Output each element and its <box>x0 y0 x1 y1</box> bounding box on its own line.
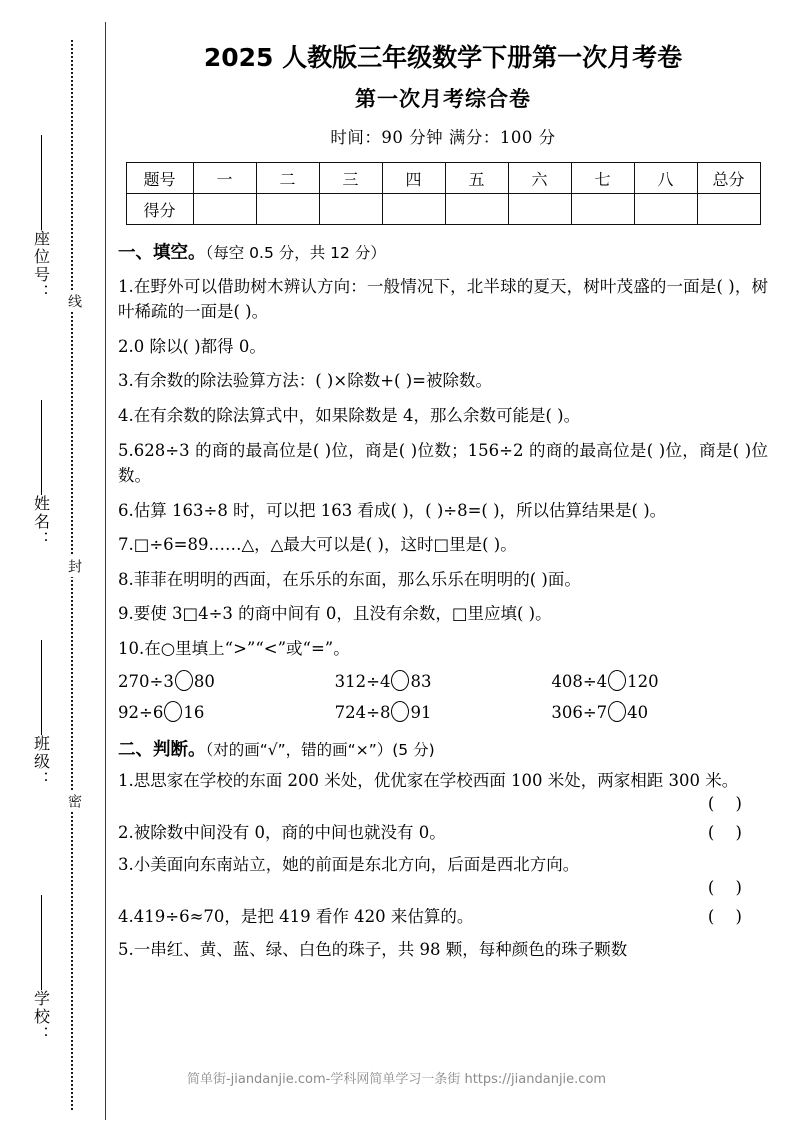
field-school[interactable] <box>26 895 56 1044</box>
page-subtitle: 第一次月考综合卷 <box>355 86 531 111</box>
cmp-right: 40 <box>627 702 649 722</box>
comparison-item-1[interactable] <box>118 670 335 691</box>
field-seat-number[interactable] <box>26 135 56 302</box>
cmp-right: 83 <box>410 671 432 691</box>
q-text: 菲菲在明明的西面，在乐乐的东面，那么乐乐在明明的( )面。 <box>133 569 581 589</box>
q-num: 2. <box>118 822 134 842</box>
score-col-4: 四 <box>382 163 445 194</box>
comparison-circle-icon[interactable] <box>164 701 182 722</box>
table-row-header <box>126 163 760 194</box>
q-num: 9. <box>118 604 134 624</box>
class-label: 班级： <box>31 735 51 789</box>
cmp-left: 270÷3 <box>118 671 174 691</box>
q-text: 被除数中间没有 0，商的中间也就没有 0。 <box>133 822 446 842</box>
score-cell-7[interactable] <box>571 194 634 225</box>
page-title: 2025 人教版三年级数学下册第一次月考卷 <box>203 43 683 72</box>
comparison-item-3[interactable] <box>551 670 768 691</box>
score-cell-4[interactable] <box>382 194 445 225</box>
score-col-8: 八 <box>634 163 697 194</box>
q-num: 10. <box>118 638 145 658</box>
q-num: 6. <box>118 500 134 520</box>
q-num: 1. <box>118 771 134 791</box>
seal-char-seal: 封 <box>62 555 84 577</box>
section-heading-true-false <box>118 739 768 762</box>
q-text: 在有余数的除法算式中，如果除数是 4，那么余数可能是( )。 <box>133 406 581 425</box>
question-1-1 <box>118 274 768 325</box>
score-cell-2[interactable] <box>256 194 319 225</box>
student-name-rule <box>41 400 42 495</box>
comparison-item-5[interactable] <box>335 701 552 722</box>
seal-char-line: 线 <box>62 290 84 312</box>
score-cell-8[interactable] <box>634 194 697 225</box>
comparison-circle-icon[interactable] <box>391 670 409 691</box>
question-1-5 <box>118 438 768 489</box>
comparison-item-6[interactable] <box>551 701 768 722</box>
comparison-circle-icon[interactable] <box>175 670 193 691</box>
section-heading-fill-in-blank <box>118 242 768 265</box>
cmp-left: 306÷7 <box>551 702 608 722</box>
cmp-left: 92÷6 <box>118 702 164 722</box>
question-1-9 <box>118 601 768 627</box>
section-1-title: 一、填空。 <box>118 243 206 263</box>
question-2-5 <box>118 937 768 963</box>
q-text: 419÷6≈70，是把 419 看作 420 来估算的。 <box>133 906 474 926</box>
q-num: 5. <box>118 440 134 460</box>
student-name-label: 姓名： <box>31 495 51 549</box>
school-rule <box>41 895 42 990</box>
q-num: 2. <box>118 336 134 356</box>
score-col-3: 三 <box>319 163 382 194</box>
cmp-right: 80 <box>193 671 215 691</box>
answer-paren-2-2[interactable]: ( ) <box>707 822 750 842</box>
score-table <box>126 162 761 225</box>
section-2-note: （对的画“√”，错的画“×”）(5 分) <box>205 740 435 759</box>
sealing-margin <box>0 0 106 1122</box>
table-row-scores <box>126 194 760 225</box>
cmp-right: 91 <box>410 702 432 722</box>
score-cell-1[interactable] <box>193 194 256 225</box>
comparison-circle-icon[interactable] <box>608 670 626 691</box>
seat-number-label: 座位号： <box>31 230 51 302</box>
q-num: 4. <box>118 906 134 926</box>
cmp-right: 16 <box>183 702 205 722</box>
question-1-4 <box>118 403 768 429</box>
comparison-exercise-grid <box>118 670 768 722</box>
answer-paren-2-4[interactable]: ( ) <box>707 906 750 926</box>
question-2-1 <box>118 768 768 794</box>
score-cell-total[interactable] <box>697 194 760 225</box>
seat-number-rule <box>41 135 42 230</box>
q-num: 3. <box>118 371 134 391</box>
score-col-5: 五 <box>445 163 508 194</box>
exam-meta-info: 时间：90 分钟 满分：100 分 <box>330 128 556 147</box>
q-text: 要使 3□4÷3 的商中间有 0，且没有余数，□里应填( )。 <box>133 604 552 624</box>
q-text: 628÷3 的商的最高位是( )位，商是( )位数；156÷2 的商的最高位是( )位，商是( )位数。 <box>118 440 768 486</box>
question-1-6 <box>118 498 768 524</box>
comparison-circle-icon[interactable] <box>391 701 409 722</box>
q-text: 小美面向东南站立，她的前面是东北方向，后面是西北方向。 <box>133 855 580 875</box>
seal-char-secret: 密 <box>62 790 84 812</box>
q-text: 0 除以( )都得 0。 <box>133 336 266 356</box>
comparison-circle-icon[interactable] <box>608 701 626 722</box>
score-col-2: 二 <box>256 163 319 194</box>
q-num: 1. <box>118 276 134 296</box>
q-num: 7. <box>118 535 134 555</box>
answer-paren-2-1[interactable]: ( ) <box>707 793 750 813</box>
margin-solid-divider <box>105 22 106 1120</box>
score-table-row-label-1: 得分 <box>126 194 193 225</box>
exam-paper-body <box>118 0 768 1122</box>
score-col-1: 一 <box>193 163 256 194</box>
q-text: 在○里填上“>”“<”或“=”。 <box>144 638 350 658</box>
footer-watermark: 简单街-jiandanjie.com-学科网简单学习一条街 https://jiandanjie.com <box>186 1072 607 1087</box>
score-table-row-label-0: 题号 <box>126 163 193 194</box>
q-text: 有余数的除法验算方法：( )×除数+( )=被除数。 <box>133 371 492 391</box>
school-label: 学校： <box>31 990 51 1044</box>
q-num: 8. <box>118 569 134 589</box>
cmp-left: 724÷8 <box>334 702 391 722</box>
q-text: 在野外可以借助树木辨认方向：一般情况下，北半球的夏天，树叶茂盛的一面是( )，树叶稀疏的一面是( )。 <box>118 276 768 322</box>
section-1-note: （每空 0.5 分，共 12 分） <box>205 244 386 262</box>
cmp-left: 312÷4 <box>334 671 391 691</box>
answer-paren-2-3[interactable]: ( ) <box>707 877 750 897</box>
question-2-3 <box>118 852 768 878</box>
question-1-10 <box>118 636 768 662</box>
score-cell-5[interactable] <box>445 194 508 225</box>
question-2-4 <box>118 904 768 930</box>
cmp-right: 120 <box>627 671 659 691</box>
question-1-8 <box>118 567 768 593</box>
score-col-6: 六 <box>508 163 571 194</box>
q-num: 5. <box>118 939 134 959</box>
q-num: 4. <box>118 406 134 425</box>
question-2-2 <box>118 820 768 846</box>
score-cell-6[interactable] <box>508 194 571 225</box>
q-num: 3. <box>118 855 134 875</box>
field-class[interactable] <box>26 640 56 789</box>
question-1-3 <box>118 368 768 394</box>
comparison-item-4[interactable] <box>118 701 335 722</box>
class-rule <box>41 640 42 735</box>
question-1-2 <box>118 334 768 360</box>
q-text: 思思家在学校的东面 200 米处，优优家在学校西面 100 米处，两家相距 300 米。 <box>133 771 739 791</box>
score-col-total: 总分 <box>697 163 760 194</box>
q-text: □÷6=89……△，△最大可以是( )，这时□里是( )。 <box>133 535 517 555</box>
comparison-item-2[interactable] <box>335 670 552 691</box>
score-col-7: 七 <box>571 163 634 194</box>
cmp-left: 408÷4 <box>551 671 608 691</box>
score-cell-3[interactable] <box>319 194 382 225</box>
question-1-7 <box>118 532 768 558</box>
field-student-name[interactable] <box>26 400 56 549</box>
q-text: 一串红、黄、蓝、绿、白色的珠子，共 98 颗，每种颜色的珠子颗数 <box>133 939 628 959</box>
q-text: 估算 163÷8 时，可以把 163 看成( )，( )÷8=( )，所以估算结果是( )。 <box>133 500 667 520</box>
section-2-title: 二、判断。 <box>118 739 206 760</box>
